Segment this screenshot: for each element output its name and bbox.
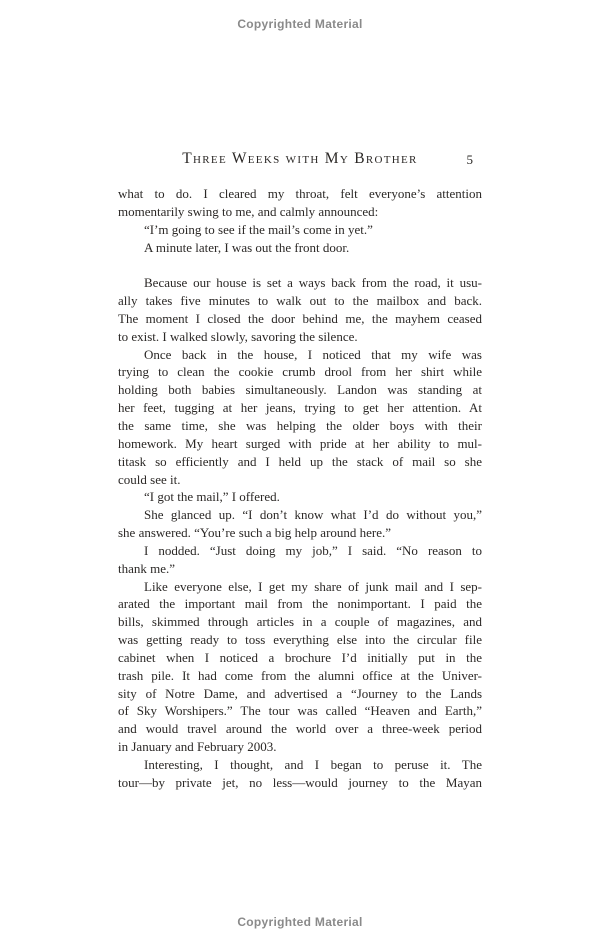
text-line: “I got the mail,” I offered. [144,489,280,505]
text-line: trash pile. It had come from the alumni office at the Univer- [118,667,482,683]
text-line: of Sky Worshipers.” The tour was called “Heaven and Earth,” [118,703,482,719]
copyright-notice-top: Copyrighted Material [237,17,363,31]
text-line: tour—by private jet, no less—would journey to the Mayan [118,774,482,790]
text-line: momentarily swing to me, and calmly announced: [118,203,379,219]
text-line: Interesting, I thought, and I began to peruse it. The [144,757,482,772]
text-line: I nodded. “Just doing my job,” I said. “No reason to [144,542,482,558]
text-line: her feet, tugging at her jeans, trying to get her attention. At [118,400,482,416]
text-line: she answered. “You’re such a big help around here.” [118,525,392,541]
text-line: bills, skimmed through articles in a couple of magazines, and [118,614,482,630]
text-line: ally takes five minutes to walk out to the mailbox and back. [118,293,482,309]
running-head-title: Three Weeks with My Brother [182,150,418,167]
page-number: 5 [466,152,473,167]
text-line: The moment I closed the door behind me, the mayhem ceased [118,310,482,326]
page-body [118,185,482,792]
text-line: She glanced up. “I don’t know what I’d do without you,” [144,507,482,523]
text-line: homework. My heart surged with pride at her ability to mul- [118,435,482,451]
section-break [118,256,482,274]
text-line: could see it. [118,471,181,487]
text-line: the same time, she was helping the older boys with their [118,417,482,433]
text-line: “I’m going to see if the mail’s come in yet.” [144,221,373,237]
text-line: arated the important mail from the nonimportant. I paid the [118,596,482,612]
text-line: to exist. I walked slowly, savoring the silence. [118,328,358,344]
text-line: sity of Notre Dame, and advertised a “Journey to the Lands [118,685,482,701]
text-line: holding both babies simultaneously. Landon was standing at [118,382,482,398]
text-line: titask so efficiently and I held up the stack of mail so she [118,453,482,469]
text-line: thank me.” [118,560,176,576]
text-line: and would travel around the world over a three-week period [118,721,482,737]
text-line: what to do. I cleared my throat, felt everyone’s attention [118,186,482,201]
copyright-notice-bottom: Copyrighted Material [237,915,363,929]
page-header [118,150,482,168]
text-line: Because our house is set a ways back from the road, it usu- [144,275,482,291]
text-line: A minute later, I was out the front door. [144,239,350,255]
text-line: in January and February 2003. [118,739,277,755]
text-line: cabinet when I noticed a brochure I’d initially put in the [118,649,482,665]
text-line: Like everyone else, I get my share of junk mail and I sep- [144,578,482,594]
text-line: was getting ready to toss everything else into the circular file [118,632,482,648]
text-line: trying to clean the cookie crumb drool from her shirt while [118,364,482,380]
text-line: Once back in the house, I noticed that my wife was [144,346,482,362]
